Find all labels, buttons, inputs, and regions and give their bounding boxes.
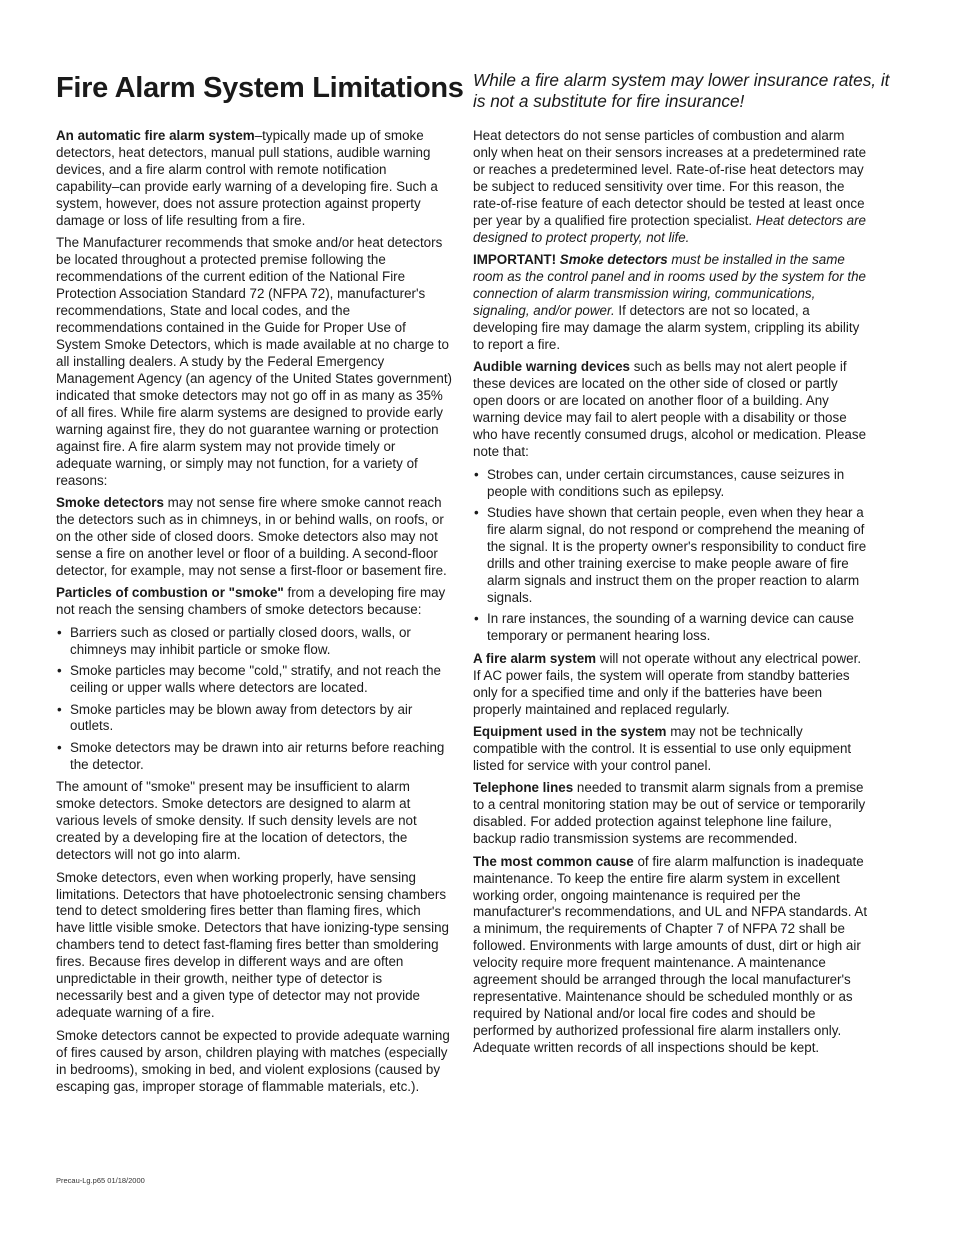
text-run: needed to transmit alarm signals from a premise to a central monitoring station may be out of service or temporarily disabled. For added protection against telephone line failure, backup radio transmission systems are recommended. [473, 780, 866, 847]
text-run: –typically made up of smoke detectors, heat detectors, manual pull stations, audible warning devices, and a fire alarm control with remote notification capability–can provide early warning of a developing fire. Such a system, however, does not assure protection against property damage or loss of life resulting from a fire. [56, 128, 438, 228]
text-run: must be installed in the same room as the control panel and in rooms used by the system for the connection of alarm transmission wiring, communications, signaling, and/or power. [473, 252, 866, 319]
paragraph [56, 585, 452, 619]
text-run: Telephone lines [473, 780, 574, 796]
text-run: may not be technically compatible with the control. It is essential to use only equipment listed for service with your control panel. [473, 723, 852, 773]
text-run: Equipment used in the system [473, 723, 667, 739]
text-run: Heat detectors are designed to protect property, not life. [473, 212, 867, 245]
bullet-item: • Studies have shown that certain people, even when they hear a fire alarm signal, do not respond or comprehend the meaning of the signal. It is the property owner's responsibility to conduct fire drills and other training exercise to make people aware of fire alarm signals and instruct them on the proper reaction to alarm signals. [473, 505, 870, 607]
bullet-list [473, 467, 870, 646]
paragraph [473, 651, 870, 719]
bullet-item: • Barriers such as closed or partially closed doors, walls, or chimneys may inhibit particle or smoke flow. [56, 625, 452, 659]
bullet-item: • Smoke detectors may be drawn into air returns before reaching the detector. [56, 740, 452, 774]
left-column [56, 128, 452, 1101]
paragraph [56, 870, 452, 1023]
text-run: Smoke detectors [559, 252, 668, 268]
page-subtitle: While a fire alarm system may lower insurance rates, it is not a substitute for fire insurance! [473, 70, 890, 111]
right-column [473, 128, 870, 1063]
text-run: The most common cause [473, 853, 634, 869]
bullet-item: • In rare instances, the sounding of a warning device can cause temporary or permanent hearing loss. [473, 611, 870, 645]
bullet-item: • Smoke particles may be blown away from detectors by air outlets. [56, 702, 452, 736]
bullet-item: • Strobes can, under certain circumstances, cause seizures in people with conditions such as epilepsy. [473, 467, 870, 501]
text-run: will not operate without any electrical power. If AC power fails, the system will operate from standby batteries only for a specified time and only if the batteries have been properly maintained and replaced regularly. [473, 650, 862, 717]
bullet-list [56, 625, 452, 774]
paragraph [56, 128, 452, 230]
text-run: Smoke detectors cannot be expected to provide adequate warning of fires caused by arson, children playing with matches (especially in bedrooms), smoking in bed, and violent explosions (caused by escaping gas, improper storage of flammable materials, etc.). [56, 1027, 450, 1094]
paragraph [473, 724, 870, 775]
text-run: IMPORTANT! [473, 252, 560, 268]
footer-file-info: Precau-Lg.p65 01/18/2000 [56, 1176, 145, 1185]
text-run: from a developing fire may not reach the sensing chambers of smoke detectors because: [56, 585, 446, 618]
text-run: If detectors are not so located, a developing fire may damage the alarm system, crippling its ability to report a fire. [473, 303, 860, 352]
bullet-item: • Smoke particles may become "cold," stratify, and not reach the ceiling or upper walls where detectors are located. [56, 663, 452, 697]
page-title: Fire Alarm System Limitations [56, 72, 464, 104]
text-run: Smoke detectors [56, 495, 164, 511]
paragraph [473, 854, 870, 1057]
paragraph [56, 779, 452, 864]
text-run: of fire alarm malfunction is inadequate maintenance. To keep the entire fire alarm system in excellent working order, ongoing maintenance is required per the manufacturer's recommendations, and UL and NFPA standards. At a minimum, the requirements of Chapter 7 of NFPA 72 shall be followed. Environments with large amounts of dust, dirt or high air velocity require more frequent maintenance. A maintenance agreement should be arranged through the local manufacturer's representative. Maintenance should be scheduled monthly or as required by National and/or local fire codes and should be performed by authorized professional fire alarm installers only. Adequate written records of all inspections should be kept. [473, 853, 868, 1056]
text-run: Audible warning devices [473, 359, 631, 375]
paragraph [473, 252, 870, 354]
text-run: A fire alarm system [473, 650, 597, 666]
text-run: Heat detectors do not sense particles of combustion and alarm only when heat on their sensors increases at a predetermined rate or reaches a predetermined level. Rate-of-rise heat detectors may be subject to reduced sensitivity over time. For this reason, the rate-of-rise feature of each detector should be tested at least once per year by a qualified fire protection specialist. [473, 128, 867, 228]
paragraph [56, 495, 452, 580]
text-run: The amount of "smoke" present may be insufficient to alarm smoke detectors. Smoke detectors are designed to alarm at various levels of smoke density. If such density levels are not created by a developing fire at the location of detectors, the detectors will not go into alarm. [56, 779, 417, 863]
text-run: may not sense fire where smoke cannot reach the detectors such as in chimneys, in or behind walls, on roofs, or on the other side of closed doors. Smoke detectors also may not sense a fire on another level or floor of a building. A second-floor detector, for example, may not sense a first-floor or basement fire. [56, 495, 447, 578]
text-run: Smoke detectors, even when working properly, have sensing limitations. Detectors that have photoelectronic sensing chambers tend to detect smoldering fires better than flaming fires, which have little visible smoke. Detectors that have ionizing-type sensing chambers tend to detect fast-flaming fires better than smoldering fires. Because fires develop in different ways and are often unpredictable in their growth, neither type of detector is necessarily best and a given type of detector may not provide adequate warning of a fire. [56, 869, 449, 1021]
paragraph [56, 235, 452, 489]
paragraph [473, 780, 870, 848]
text-run: such as bells may not alert people if these devices are located on the other side of closed or partly open doors or are located on another floor of a building. Any warning device may fail to alert people with a disability or those who have recently consumed drugs, alcohol or medication. Please note that: [473, 359, 867, 460]
text-run: Particles of combustion or "smoke" [56, 585, 284, 601]
paragraph [473, 128, 870, 247]
text-run: The Manufacturer recommends that smoke and/or heat detectors be located throughout a protected premise following the recommendations of the current edition of the National Fire Protection Association Standard 72 (NFPA 72), manufacturer's recommendations, State and local codes, and the recommendations contained in the Guide for Proper Use of System Smoke Detectors, which is made available at no charge to all installing dealers. A study by the Federal Emergency Management Agency (an agency of the United States government) indicated that smoke detectors may not go off in as many as 35% of all fires. While fire alarm systems are designed to provide early warning against fire, they do not guarantee warning or protection against fire. A fire alarm system may not provide timely or adequate warning, or simply may not function, for a variety of reasons: [56, 235, 453, 488]
text-run: An automatic fire alarm system [56, 128, 255, 143]
paragraph [56, 1028, 452, 1096]
paragraph [473, 359, 870, 461]
